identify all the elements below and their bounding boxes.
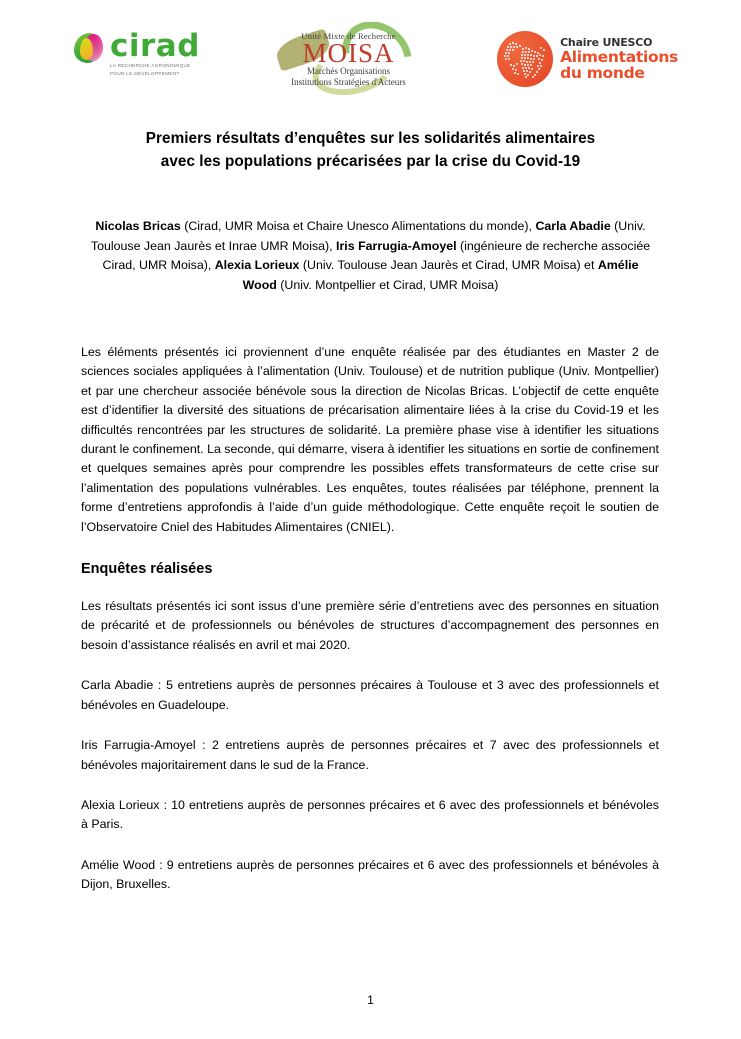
unesco-chair-line2: Alimentations [560,48,678,66]
author-name: Carla Abadie [535,219,611,233]
section-intro-paragraph: Les résultats présentés ici sont issus d’une première série d’entretiens avec des personnes en situation de précarité et de professionnels ou bénévoles de structures d’accompagnement des personnes en besoin d’assistance réalisés en avril et mai 2020. [81,599,659,652]
intro-paragraph: Les éléments présentés ici proviennent d’une enquête réalisée par des étudiantes en Master 2 de sciences sociales appliquées à l’alimentation (Univ. Toulouse) et de nutrition publique (Univ. Montpellier) et par une chercheur associée bénévole sous la direction de Nicolas Bricas. L’objectif de cette enquête est d’identifier la diversité des situations de précarisation alimentaire liées à la crise du Covid-19 et les difficultés rencontrées par les structures de solidarité. La première phase vise à identifier les situations durant le confinement. La seconde, qui démarre, visera à identifier les situations en sortie de confinement et quelques semaines après pour comprendre les possibles effets transformateurs de cette crise sur l’alimentation des populations vulnérables. Les enquêtes, toutes réalisées par téléphone, prennent la forme d’entretiens approfondis à l’aide d’un guide méthodologique. Cette enquête reçoit le soutien de l’Observatoire Cniel des Habitudes Alimentaires (CNIEL). [81,345,659,534]
author-affiliation: (Univ. Toulouse Jean Jaurès et Cirad, UMR Moisa) et [299,258,598,272]
author-affiliation: (Univ. Montpellier et Cirad, UMR Moisa) [276,277,499,292]
moisa-logo [272,22,424,96]
moisa-sub-line2: Institutions Stratégies d'Acteurs [291,77,406,87]
author-name: Amélie Wood [242,258,639,292]
moisa-name: MOISA [302,38,395,68]
unesco-chair-line3: du monde [560,64,645,82]
author-affiliation: (Univ. Toulouse Jean Jaurès et Inrae UMR Moisa), [90,219,646,253]
author-name: Nicolas Bricas [95,219,181,233]
moisa-top-label: Unité Mixte de Recherche [301,31,396,41]
page-title-line2: avec les populations précarisées par la crise du Covid-19 [160,153,581,170]
survey-entry: Alexia Lorieux : 10 entretiens auprès de personnes précaires et 6 avec des professionnels et bénévoles à Paris. [81,797,659,832]
page-title-line1: Premiers résultats d’enquêtes sur les solidarités alimentaires [145,130,596,147]
author-name: Iris Farrugia-Amoyel [336,238,457,253]
survey-entry: Iris Farrugia-Amoyel : 2 entretiens auprès de personnes précaires et 7 avec des professionnels et bénévoles majoritairement dans le sud de la France. [81,738,659,772]
cirad-tagline-line2: POUR LE DÉVELOPPEMENT [110,71,180,76]
survey-entry: Carla Abadie : 5 entretiens auprès de personnes précaires à Toulouse et 3 avec des professionnels et bénévoles en Guadeloupe. [81,678,659,712]
cirad-leaf-icon [74,33,104,67]
section-heading-enquetes-realisees: Enquêtes réalisées [81,561,213,578]
cirad-tagline-line1: LA RECHERCHE AGRONOMIQUE [110,63,191,68]
cirad-logo [74,28,200,87]
moisa-sub-line1: Marchés Organisations [306,66,391,76]
page-number: 1 [367,993,374,1007]
survey-entries-list [81,676,659,894]
page-title [70,127,671,173]
cirad-wordmark [110,28,200,77]
globe-icon [497,31,553,87]
unesco-chair-wordmark [560,37,678,81]
survey-entry: Amélie Wood : 9 entretiens auprès de personnes précaires et 6 avec des professionnels et bénévoles à Dijon, Bruxelles. [81,857,659,892]
cirad-name: cirad [110,28,200,64]
authors-list [84,217,657,295]
author-name: Alexia Lorieux [214,258,300,272]
author-affiliation: (Cirad, UMR Moisa et Chaire Unesco Alimentations du monde), [180,219,536,233]
unesco-chair-logo [497,27,678,91]
logo-bar [62,18,682,100]
unesco-chair-line1: Chaire UNESCO [560,36,653,49]
author-affiliation: (ingénieure de recherche associée Cirad, UMR Moisa), [102,238,651,272]
document-body [81,343,659,916]
